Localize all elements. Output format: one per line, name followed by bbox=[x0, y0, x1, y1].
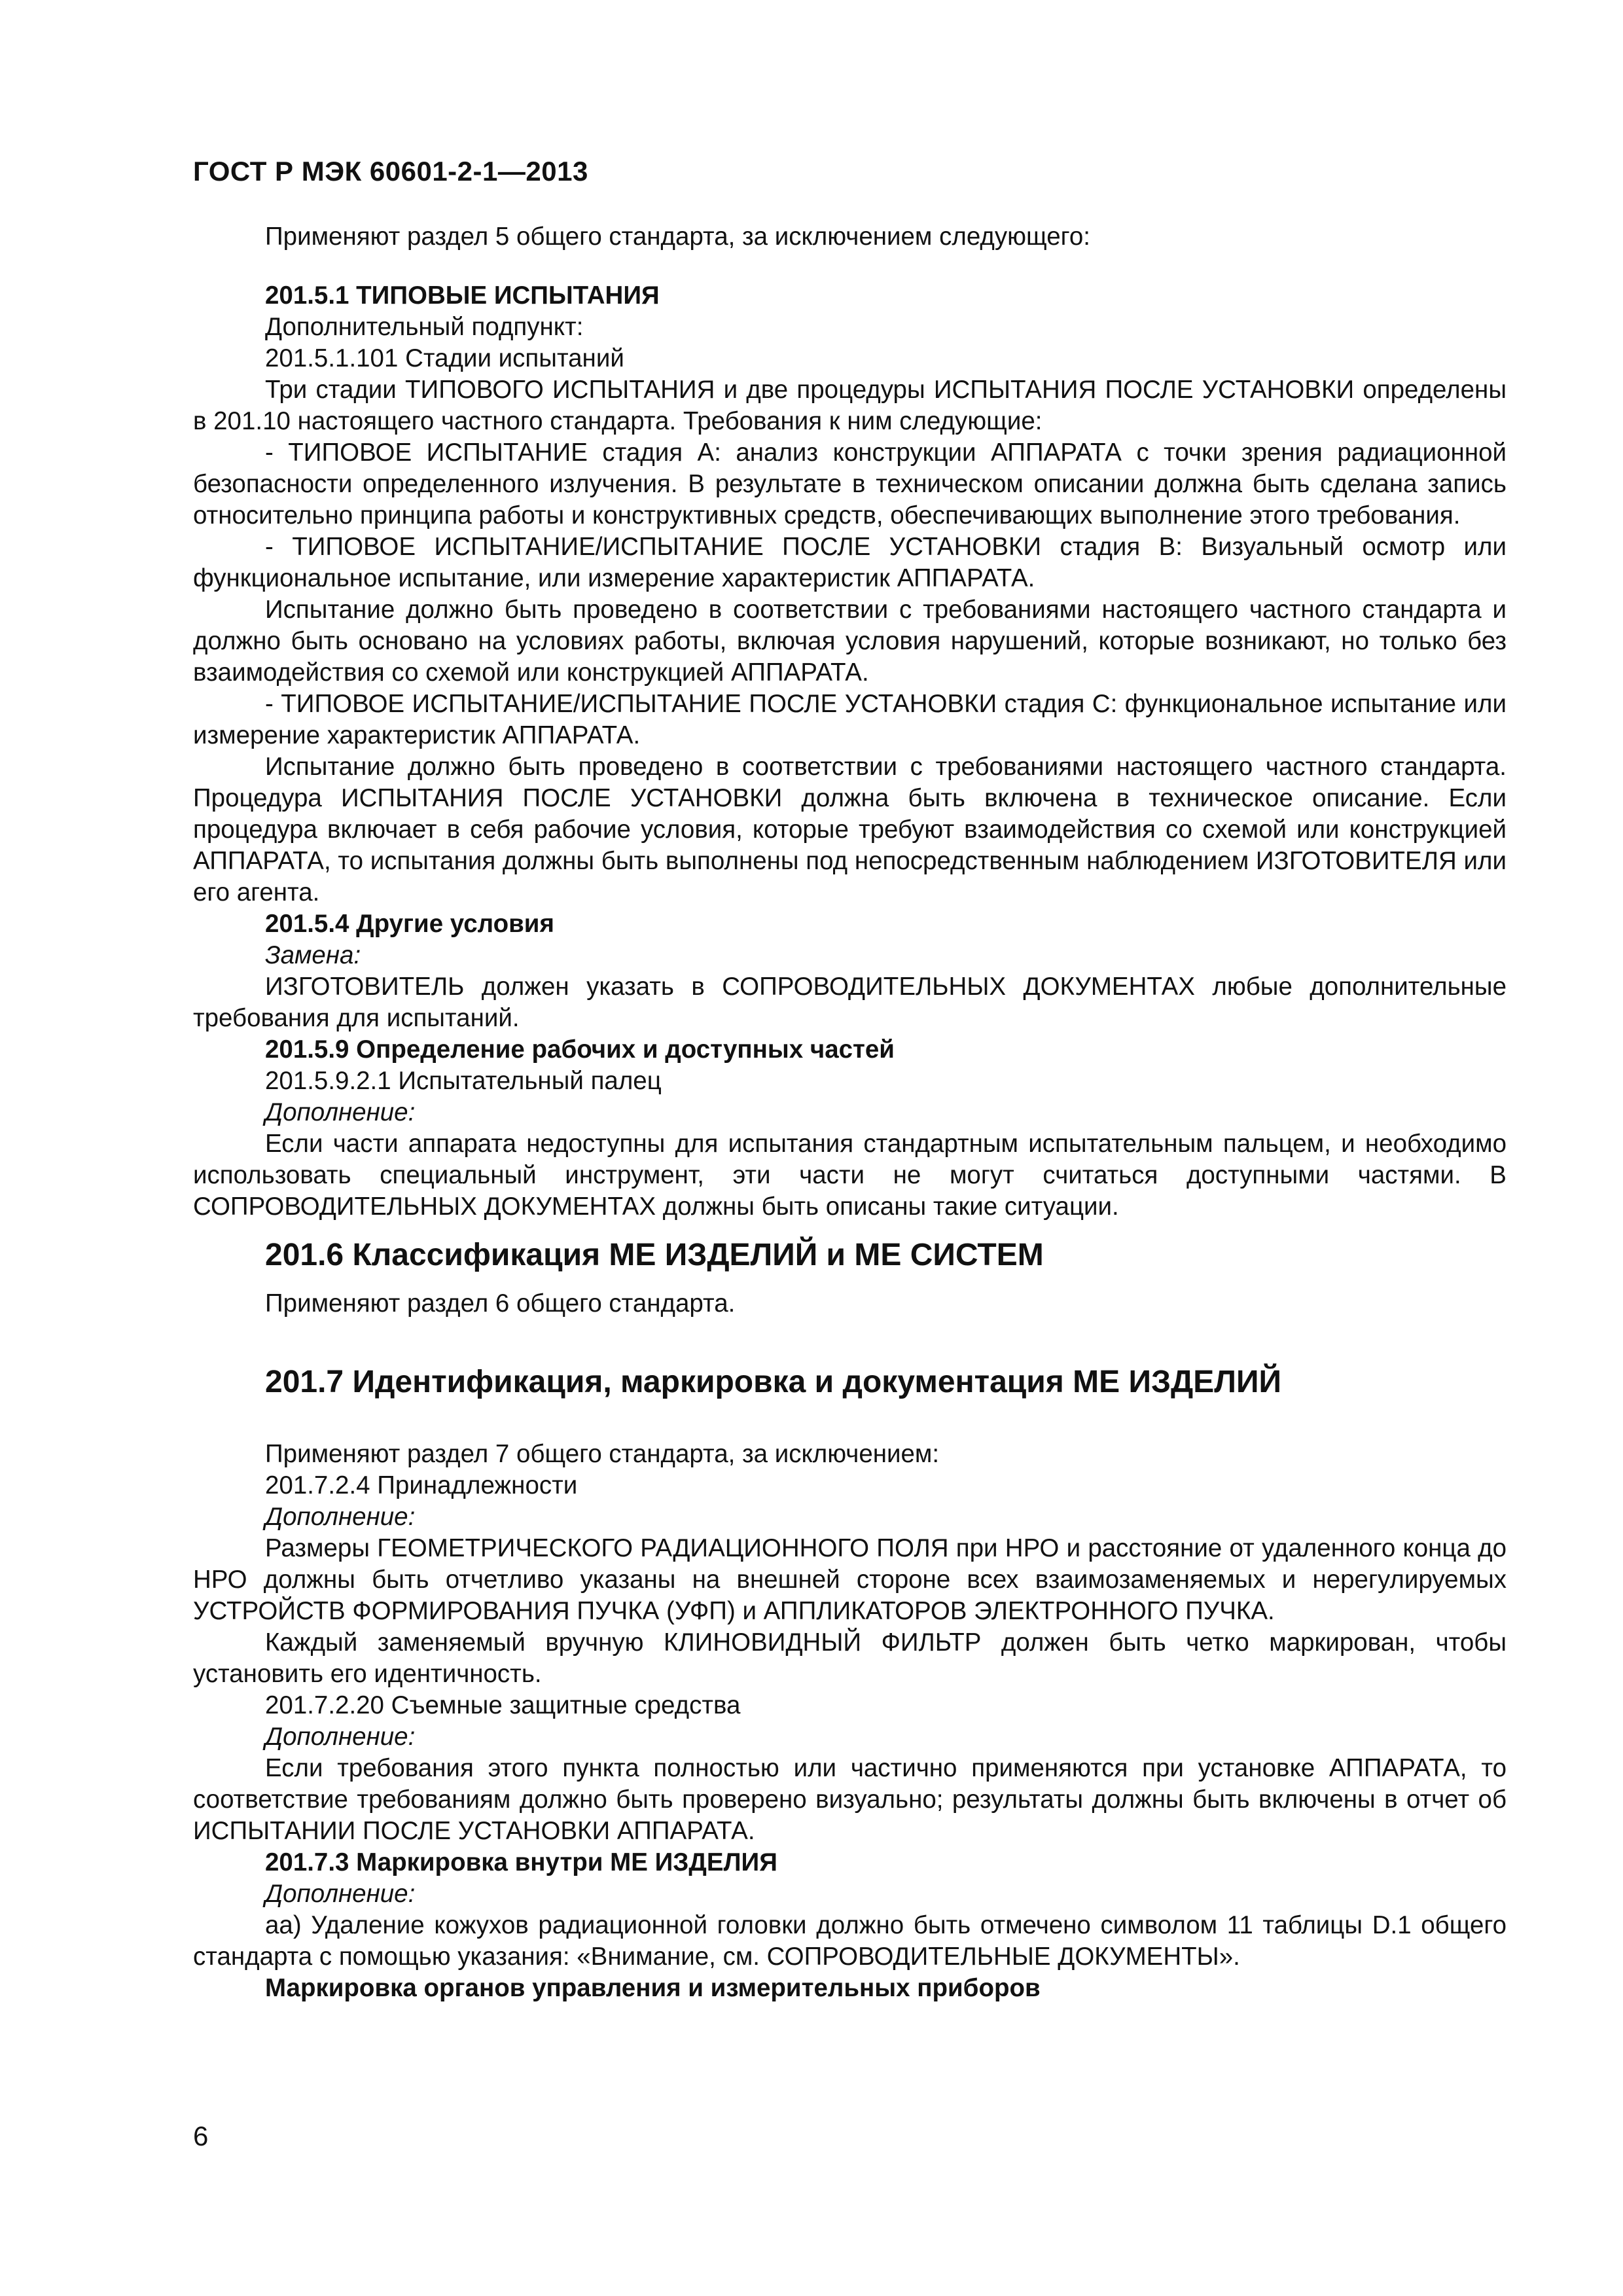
section-201-6-p1: Применяют раздел 6 общего стандарта. bbox=[265, 1289, 736, 1318]
section-201-5-1-p1: Три стадии ТИПОВОГО ИСПЫТАНИЯ и две процедуры ИСПЫТАНИЯ ПОСЛЕ УСТАНОВКИ определены в 201.10 настоящего частного стандарта. Требования к ним следующие: bbox=[193, 376, 1507, 435]
section-201-5-1-title: 201.5.1 ТИПОВЫЕ ИСПЫТАНИЯ bbox=[265, 281, 660, 310]
section-201-5-1-sub: Дополнительный подпункт: bbox=[265, 313, 584, 341]
section-201-6-heading: 201.6 Классификация МЕ ИЗДЕЛИЙ и МЕ СИСТЕМ bbox=[265, 1238, 1044, 1272]
section-201-5-1-p3: - ТИПОВОЕ ИСПЫТАНИЕ/ИСПЫТАНИЕ ПОСЛЕ УСТАНОВКИ стадия В: Визуальный осмотр или функциональное испытание, или измерение характеристик АППАРАТА. bbox=[193, 533, 1507, 592]
section-201-5-9-p1: Если части аппарата недоступны для испытания стандартным испытательным пальцем, и необходимо использовать специальный инструмент, эти части не могут считаться доступными частями. В СОПРОВОДИТЕЛЬНЫХ ДОКУМЕНТАХ должны быть описаны такие ситуации. bbox=[193, 1130, 1507, 1221]
section-201-7-heading: 201.7 Идентификация, маркировка и документация МЕ ИЗДЕЛИЙ bbox=[265, 1365, 1281, 1399]
section-201-7-2-4-item: 201.7.2.4 Принадлежности bbox=[265, 1471, 578, 1499]
section-201-5-1-p2: - ТИПОВОЕ ИСПЫТАНИЕ стадия А: анализ конструкции АППАРАТА с точки зрения радиационной безопасности определенного излучения. В результате в техническом описании должна быть сделана запись относительно принципа работы и конструктивных средств, обеспечивающих выполнение этого требования. bbox=[193, 439, 1507, 529]
section-201-5-1-p4: Испытание должно быть проведено в соответствии с требованиями настоящего частного стандарта и должно быть основано на условиях работы, включая условия нарушений, которые возникают, но только без взаимодействия со схемой или конструкцией АППАРАТА. bbox=[193, 596, 1507, 687]
section-201-7-p1: Применяют раздел 7 общего стандарта, за исключением: bbox=[265, 1440, 940, 1468]
section-201-5-9-label: Дополнение: bbox=[265, 1098, 416, 1126]
page-number: 6 bbox=[193, 2121, 209, 2151]
section-201-7-p3: Каждый заменяемый вручную КЛИНОВИДНЫЙ ФИЛЬТР должен быть четко маркирован, чтобы установить его идентичность. bbox=[193, 1628, 1507, 1688]
section-201-7-2-20-item: 201.7.2.20 Съемные защитные средства bbox=[265, 1691, 741, 1719]
section-201-5-1-p5: - ТИПОВОЕ ИСПЫТАНИЕ/ИСПЫТАНИЕ ПОСЛЕ УСТАНОВКИ стадия С: функциональное испытание или измерение характеристик АППАРАТА. bbox=[193, 690, 1507, 749]
section-201-5-4-p1: ИЗГОТОВИТЕЛЬ должен указать в СОПРОВОДИТЕЛЬНЫХ ДОКУМЕНТАХ любые дополнительные требования для испытаний. bbox=[193, 973, 1507, 1032]
section-201-7-2-20-label: Дополнение: bbox=[265, 1723, 416, 1751]
document-body bbox=[193, 221, 1507, 2004]
section-201-5-1-p6: Испытание должно быть проведено в соответствии с требованиями настоящего частного стандарта. Процедура ИСПЫТАНИЯ ПОСЛЕ УСТАНОВКИ должна быть включена в техническое описание. Если процедура включает в себя рабочие условия, которые требуют взаимодействия со схемой или конструкцией АППАРАТА, то испытания должны быть выполнены под непосредственным наблюдением ИЗГОТОВИТЕЛЯ или его агента. bbox=[193, 753, 1507, 906]
section-201-5-9-title: 201.5.9 Определение рабочих и доступных частей bbox=[265, 1035, 895, 1064]
section-201-7-3-title: 201.7.3 Маркировка внутри МЕ ИЗДЕЛИЯ bbox=[265, 1848, 777, 1876]
intro-paragraph: Применяют раздел 5 общего стандарта, за исключением следующего: bbox=[265, 223, 1090, 251]
section-201-5-4-title: 201.5.4 Другие условия bbox=[265, 910, 554, 938]
section-201-7-3-p1: аа) Удаление кожухов радиационной головки должно быть отмечено символом 11 таблицы D.1 общего стандарта с помощью указания: «Внимание, см. СОПРОВОДИТЕЛЬНЫЕ ДОКУМЕНТЫ». bbox=[193, 1911, 1507, 1971]
section-201-7-p2: Размеры ГЕОМЕТРИЧЕСКОГО РАДИАЦИОННОГО ПОЛЯ при НРО и расстояние от удаленного конца до НРО должны быть отчетливо указаны на внешней стороне всех взаимозаменяемых и нерегулируемых УСТРОЙСТВ ФОРМИРОВАНИЯ ПУЧКА (УФП) и АППЛИКАТОРОВ ЭЛЕКТРОННОГО ПУЧКА. bbox=[193, 1534, 1507, 1625]
section-201-7-p4: Если требования этого пункта полностью или частично применяются при установке АППАРАТА, то соответствие требованиям должно быть проверено визуально; результаты должны быть включены в отчет об ИСПЫТАНИИ ПОСЛЕ УСТАНОВКИ АППАРАТА. bbox=[193, 1754, 1507, 1845]
section-marking-title: Маркировка органов управления и измерительных приборов bbox=[265, 1974, 1041, 2002]
section-201-7-2-4-label: Дополнение: bbox=[265, 1503, 416, 1531]
section-201-5-1-101-item: 201.5.1.101 Стадии испытаний bbox=[265, 344, 624, 372]
section-201-5-9-2-1-item: 201.5.9.2.1 Испытательный палец bbox=[265, 1067, 662, 1095]
section-201-5-4-label: Замена: bbox=[265, 941, 361, 969]
section-201-7-3-label: Дополнение: bbox=[265, 1880, 416, 1908]
document-header-title: ГОСТ Р МЭК 60601-2-1—2013 bbox=[193, 156, 588, 187]
